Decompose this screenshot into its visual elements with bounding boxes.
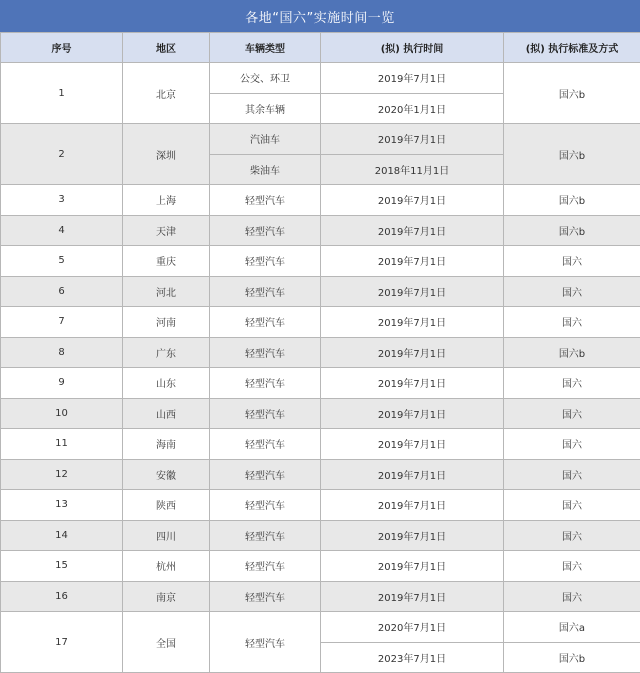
cell-date: 2019年7月1日	[321, 124, 504, 155]
cell-vehicle-type: 其余车辆	[210, 93, 321, 124]
header-row	[1, 33, 640, 63]
table-row	[1, 185, 640, 216]
cell-no: 6	[1, 276, 123, 307]
cell-no: 9	[1, 368, 123, 399]
cell-date: 2020年1月1日	[321, 93, 504, 124]
cell-standard: 国六b	[504, 337, 640, 368]
cell-region: 山西	[123, 398, 210, 429]
cell-vehicle-type: 汽油车	[210, 124, 321, 155]
table-row	[1, 215, 640, 246]
table-row	[1, 63, 640, 94]
header-region: 地区	[123, 33, 210, 63]
cell-no: 3	[1, 185, 123, 216]
cell-standard: 国六b	[504, 642, 640, 673]
cell-no: 4	[1, 215, 123, 246]
table-row	[1, 398, 640, 429]
cell-region: 重庆	[123, 246, 210, 277]
cell-region: 广东	[123, 337, 210, 368]
cell-standard: 国六	[504, 307, 640, 338]
cell-no: 16	[1, 581, 123, 612]
header-standard: (拟) 执行标准及方式	[504, 33, 640, 63]
cell-vehicle-type: 轻型汽车	[210, 398, 321, 429]
cell-no: 12	[1, 459, 123, 490]
cell-standard: 国六a	[504, 612, 640, 643]
cell-no: 17	[1, 612, 123, 673]
cell-region: 四川	[123, 520, 210, 551]
cell-vehicle-type: 轻型汽车	[210, 368, 321, 399]
cell-region: 陕西	[123, 490, 210, 521]
cell-no: 8	[1, 337, 123, 368]
cell-region: 安徽	[123, 459, 210, 490]
header-vehicle-type: 车辆类型	[210, 33, 321, 63]
cell-vehicle-type: 轻型汽车	[210, 185, 321, 216]
cell-region: 北京	[123, 63, 210, 124]
cell-no: 15	[1, 551, 123, 582]
table-row	[1, 612, 640, 643]
header-no: 序号	[1, 33, 123, 63]
cell-standard: 国六	[504, 398, 640, 429]
table-row	[1, 307, 640, 338]
cell-standard: 国六	[504, 429, 640, 460]
cell-standard: 国六	[504, 581, 640, 612]
cell-region: 天津	[123, 215, 210, 246]
cell-no: 10	[1, 398, 123, 429]
cell-date: 2019年7月1日	[321, 520, 504, 551]
table-row	[1, 581, 640, 612]
cell-standard: 国六b	[504, 185, 640, 216]
table-row	[1, 520, 640, 551]
cell-standard: 国六	[504, 520, 640, 551]
cell-date: 2019年7月1日	[321, 490, 504, 521]
cell-vehicle-type: 轻型汽车	[210, 612, 321, 673]
cell-standard: 国六b	[504, 63, 640, 124]
cell-region: 上海	[123, 185, 210, 216]
cell-date: 2019年7月1日	[321, 398, 504, 429]
cell-region: 河北	[123, 276, 210, 307]
cell-no: 5	[1, 246, 123, 277]
cell-date: 2019年7月1日	[321, 276, 504, 307]
cell-vehicle-type: 轻型汽车	[210, 429, 321, 460]
cell-date: 2019年7月1日	[321, 246, 504, 277]
cell-date: 2019年7月1日	[321, 63, 504, 94]
cell-region: 杭州	[123, 551, 210, 582]
cell-date: 2018年11月1日	[321, 154, 504, 185]
table-title: 各地“国六”实施时间一览	[0, 0, 640, 32]
cell-region: 全国	[123, 612, 210, 673]
table-row	[1, 459, 640, 490]
cell-standard: 国六	[504, 459, 640, 490]
table-row	[1, 276, 640, 307]
table-row	[1, 551, 640, 582]
table-row	[1, 246, 640, 277]
cell-vehicle-type: 轻型汽车	[210, 520, 321, 551]
table-row	[1, 490, 640, 521]
cell-no: 11	[1, 429, 123, 460]
cell-date: 2019年7月1日	[321, 459, 504, 490]
cell-date: 2019年7月1日	[321, 368, 504, 399]
table-row	[1, 368, 640, 399]
cell-standard: 国六b	[504, 124, 640, 185]
cell-vehicle-type: 轻型汽车	[210, 276, 321, 307]
cell-standard: 国六	[504, 276, 640, 307]
cell-region: 南京	[123, 581, 210, 612]
cell-vehicle-type: 轻型汽车	[210, 459, 321, 490]
table-row	[1, 124, 640, 155]
cell-date: 2023年7月1日	[321, 642, 504, 673]
cell-vehicle-type: 公交、环卫	[210, 63, 321, 94]
cell-no: 1	[1, 63, 123, 124]
cell-date: 2019年7月1日	[321, 215, 504, 246]
cell-date: 2020年7月1日	[321, 612, 504, 643]
cell-date: 2019年7月1日	[321, 337, 504, 368]
cell-region: 山东	[123, 368, 210, 399]
table-row	[1, 337, 640, 368]
header-date: (拟) 执行时间	[321, 33, 504, 63]
cell-vehicle-type: 轻型汽车	[210, 581, 321, 612]
cell-standard: 国六	[504, 551, 640, 582]
cell-region: 河南	[123, 307, 210, 338]
cell-date: 2019年7月1日	[321, 185, 504, 216]
implementation-table	[0, 32, 640, 673]
cell-no: 13	[1, 490, 123, 521]
table-row	[1, 429, 640, 460]
cell-vehicle-type: 轻型汽车	[210, 246, 321, 277]
cell-no: 7	[1, 307, 123, 338]
cell-date: 2019年7月1日	[321, 551, 504, 582]
cell-no: 2	[1, 124, 123, 185]
cell-vehicle-type: 轻型汽车	[210, 337, 321, 368]
cell-no: 14	[1, 520, 123, 551]
cell-vehicle-type: 轻型汽车	[210, 490, 321, 521]
cell-vehicle-type: 柴油车	[210, 154, 321, 185]
cell-date: 2019年7月1日	[321, 429, 504, 460]
cell-vehicle-type: 轻型汽车	[210, 215, 321, 246]
cell-standard: 国六	[504, 490, 640, 521]
cell-vehicle-type: 轻型汽车	[210, 307, 321, 338]
cell-standard: 国六	[504, 368, 640, 399]
cell-vehicle-type: 轻型汽车	[210, 551, 321, 582]
cell-date: 2019年7月1日	[321, 581, 504, 612]
cell-standard: 国六b	[504, 215, 640, 246]
cell-date: 2019年7月1日	[321, 307, 504, 338]
cell-region: 海南	[123, 429, 210, 460]
cell-region: 深圳	[123, 124, 210, 185]
cell-standard: 国六	[504, 246, 640, 277]
